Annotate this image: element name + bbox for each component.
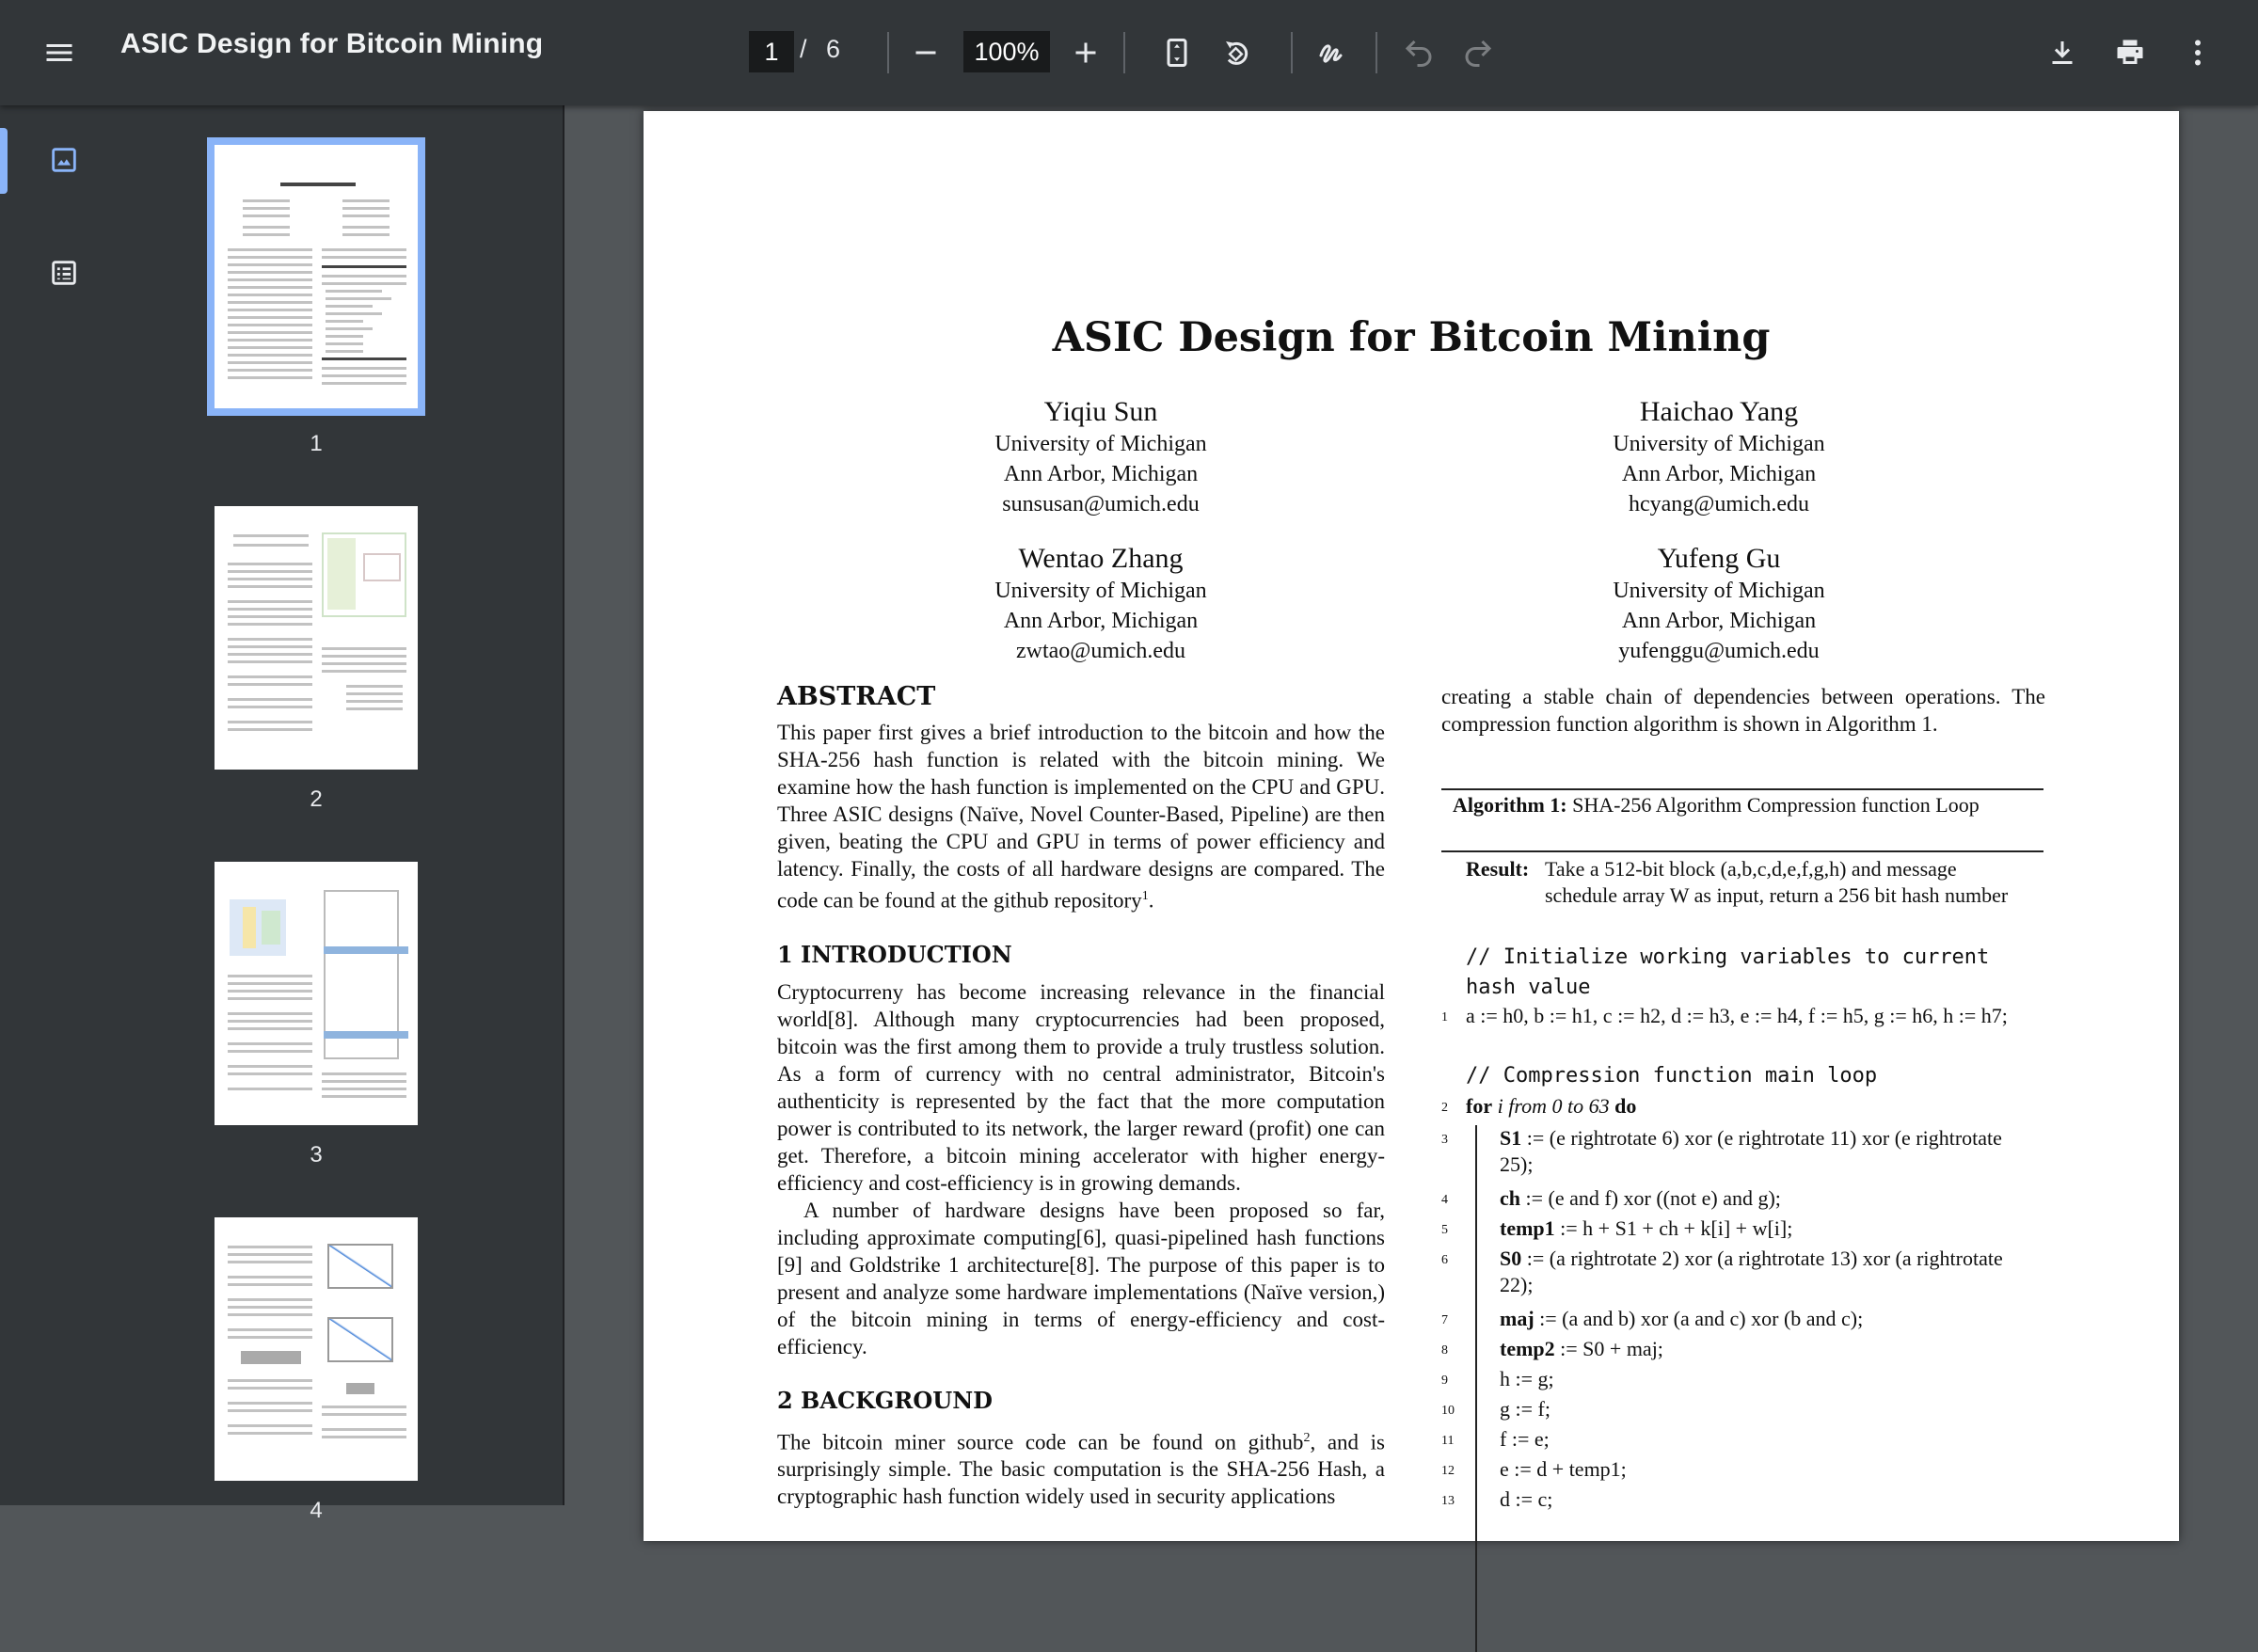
author-affiliation: University of Michigan [1613,579,1825,603]
algorithm-result: Result: [1466,857,1530,881]
page-thumbnail-4[interactable] [215,1217,418,1481]
zoom-in-icon[interactable] [1056,23,1116,83]
line-number: 2 [1441,1101,1448,1115]
algorithm-line: S0 := (a rightrotate 2) xor (a rightrotate 13) xor (a rightrotate 22); [1500,1247,2003,1296]
algorithm-line: temp1 := h + S1 + ch + k[i] + w[i]; [1500,1216,1793,1240]
author-block [1437,395,2001,519]
toolbar [0,0,2258,105]
document-viewer[interactable] [566,105,2258,1511]
author-location: Ann Arbor, Michigan [1621,462,1817,486]
line-number: 12 [1441,1464,1455,1478]
thumbnails-icon[interactable] [34,130,94,190]
download-icon[interactable] [2032,23,2092,83]
line-number: 10 [1441,1404,1455,1418]
line-number: 6 [1441,1253,1448,1267]
paragraph: Cryptocurreny has become increasing relevance in the financial world[8]. Although many cryptocurrencies had been proposed, bitcoin was the first among them to provide a truly trustless solution. As a form of currency with no central administrator, Bitcoin's authenticity is represented by the fact that the more computation power is contributed to its network, the larger reward (profit) one can get. Therefore, a bitcoin mining accelerator with higher energy-efficiency and cost-efficiency is in growing demands. [777,979,1385,1195]
author-name: Wentao Zhang [1018,543,1184,574]
page-thumbnail-3[interactable] [215,862,418,1125]
thumbnail-label: 1 [310,431,323,456]
section-heading: 1 INTRODUCTION [777,940,1012,968]
annotate-icon[interactable] [1302,23,1362,83]
line-number: 9 [1441,1374,1448,1388]
author-name: Yufeng Gu [1657,543,1781,574]
author-block [1437,542,2001,666]
algorithm-line: h := g; [1500,1367,1554,1390]
paragraph: The bitcoin miner source code can be found on github$^2$, and is surprisingly simple. The basic computation is the SHA-256 Hash, a cryptographic hash function widely used in security applications [777,1430,1385,1509]
thumbnail-label: 2 [310,786,323,812]
algorithm-line: a := h0, b := h1, c := h2, d := h3, e := h4, f := h5, g := h6, h := h7; [1466,1004,2008,1027]
menu-icon[interactable] [29,23,89,83]
page-thumbnail-2[interactable] [215,506,418,770]
page-separator: / [800,35,807,63]
author-name: Haichao Yang [1639,396,1799,427]
section-heading: 2 BACKGROUND [777,1386,993,1414]
line-number: 8 [1441,1343,1448,1358]
more-vert-icon[interactable] [2168,23,2228,83]
pdf-page [644,111,2179,1541]
toolbar-divider [887,32,889,73]
outline-icon[interactable] [34,243,94,303]
author-location: Ann Arbor, Michigan [1621,609,1817,633]
thumbnail-label: 3 [310,1142,323,1168]
algorithm-caption: Algorithm 1: SHA-256 Algorithm Compression function Loop [1453,793,1980,817]
algorithm-comment: // Compression function main loop [1466,1064,1878,1088]
algorithm-line: f := e; [1500,1427,1550,1451]
undo-icon[interactable] [1389,23,1449,83]
paper-title: ASIC Design for Bitcoin Mining [1052,314,1771,361]
algorithm-line: S1 := (e rightrotate 6) xor (e rightrotate 11) xor (e rightrotate 25); [1500,1126,2002,1176]
loop-bar [1475,1125,1477,1652]
fit-page-icon[interactable] [1147,23,1207,83]
author-location: Ann Arbor, Michigan [1003,609,1199,633]
line-number: 13 [1441,1494,1455,1508]
document-title: ASIC Design for Bitcoin Mining [120,28,544,59]
algorithm-for: for i from 0 to 63 do [1466,1094,1637,1118]
toolbar-divider [1375,32,1377,73]
algorithm-block [1441,788,2045,1635]
algorithm-line: e := d + temp1; [1500,1457,1627,1481]
author-affiliation: University of Michigan [994,579,1207,603]
abstract-heading: ABSTRACT [777,682,936,711]
active-tab-indicator [0,128,8,194]
algo-rule-mid [1441,850,2043,852]
algorithm-line: g := f; [1500,1397,1550,1421]
line-number: 4 [1441,1193,1448,1207]
toolbar-divider [1291,32,1293,73]
author-location: Ann Arbor, Michigan [1003,462,1199,486]
page-total: 6 [826,35,841,63]
author-name: Yiqiu Sun [1043,396,1158,427]
zoom-input[interactable]: 100% [963,31,1050,72]
algo-rule-top [1441,788,2043,790]
left-column [777,683,1385,1510]
author-affiliation: University of Michigan [994,432,1207,456]
redo-icon[interactable] [1448,23,1508,83]
thumbnail-sidebar [0,105,564,1523]
author-email: sunsusan@umich.edu [1002,492,1200,516]
author-block [819,542,1383,666]
line-number: 5 [1441,1223,1448,1237]
line-number: 7 [1441,1313,1448,1327]
rotate-icon[interactable] [1207,23,1267,83]
page-number-input[interactable]: 1 [749,31,794,72]
paragraph: A number of hardware designs have been proposed so far, including approximate computing[6], quasi-pipelined hash functions [9] and Goldstrike 1 architecture[8]. The purpose of this paper is to present and analyze some hardware implementations (Naïve version,) of the bitcoin mining in terms of energy-efficiency and cost-efficiency. [777,1198,1385,1358]
algorithm-line: ch := (e and f) xor ((not e) and g); [1500,1186,1781,1210]
author-email: zwtao@umich.edu [1015,639,1186,663]
toolbar-divider [1123,32,1125,73]
author-email: hcyang@umich.edu [1628,492,1810,516]
thumbnail-label: 4 [310,1498,323,1523]
right-column-intro: creating a stable chain of dependencies between operations. The compression function algorithm is shown in Algorithm 1. [1441,685,2045,736]
algorithm-line: temp2 := S0 + maj; [1500,1337,1663,1360]
author-affiliation: University of Michigan [1613,432,1825,456]
abstract-text: This paper first gives a brief introduction to the bitcoin and how the SHA-256 hash function is related with the bitcoin mining. We examine how the hash function is implemented on the CPU and GPU. Three ASIC designs (Naïve, Novel Counter-Based, Pipeline) are then given, beating the CPU and GPU in terms of power efficiency and latency. Finally, the costs of all hardware designs are compared. The code can be found at the github repository$^1$. [777,721,1385,913]
print-icon[interactable] [2100,23,2160,83]
algorithm-result-text: Take a 512-bit block (a,b,c,d,e,f,g,h) and message schedule array W as input, return a 256 bit hash number [1545,857,2009,907]
zoom-out-icon[interactable] [896,23,956,83]
line-number: 3 [1441,1133,1448,1147]
author-email: yufenggu@umich.edu [1618,639,1820,663]
algorithm-line: d := c; [1500,1487,1553,1511]
line-number: 11 [1441,1434,1455,1448]
line-number: 1 [1441,1010,1448,1025]
algorithm-line: maj := (a and b) xor (a and c) xor (b and c); [1500,1307,1864,1330]
page-thumbnail-1[interactable] [215,145,418,408]
algorithm-comment: // Initialize working variables to current hash value [1466,945,1990,999]
author-block [819,395,1383,519]
